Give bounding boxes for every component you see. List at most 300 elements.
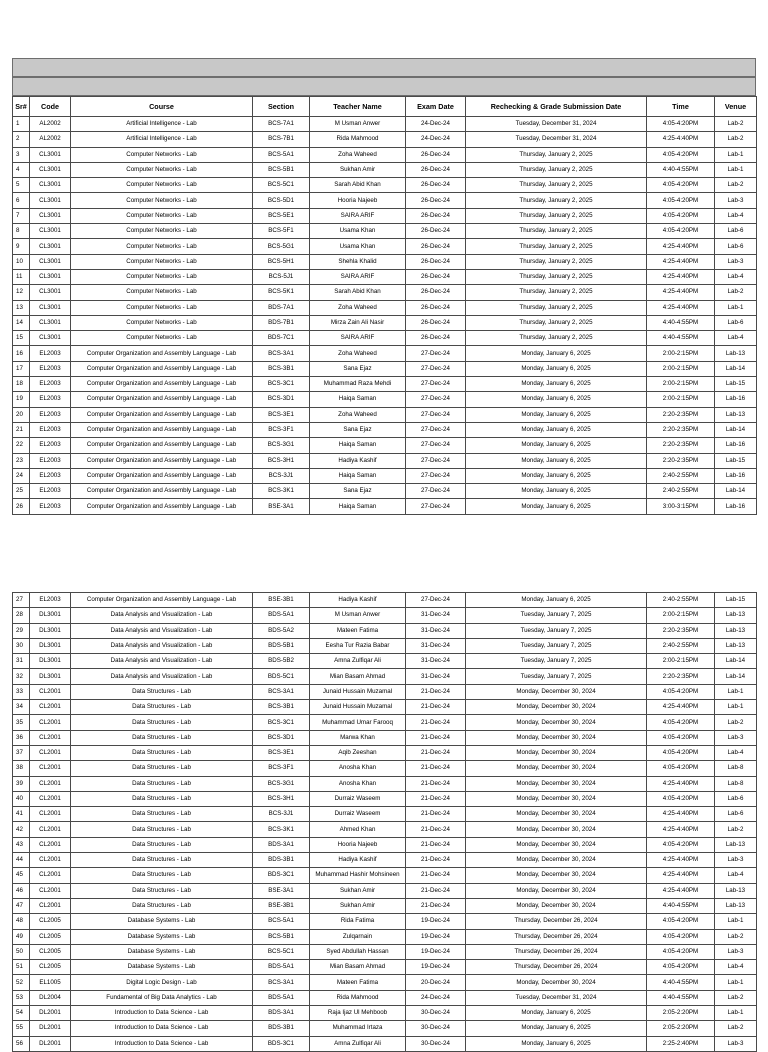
cell-rechecking-date: Monday, December 30, 2024 — [466, 822, 647, 837]
cell-code: AL2002 — [30, 132, 71, 147]
cell-exam-date: 26-Dec-24 — [406, 269, 466, 284]
cell-sr: 10 — [13, 254, 30, 269]
header-row — [13, 97, 757, 117]
cell-exam-date: 24-Dec-24 — [406, 117, 466, 132]
cell-rechecking-date: Monday, January 6, 2025 — [466, 1006, 647, 1021]
cell-section: BCS-3C1 — [253, 377, 310, 392]
cell-exam-date: 30-Dec-24 — [406, 1006, 466, 1021]
cell-exam-date: 27-Dec-24 — [406, 346, 466, 361]
cell-venue: Lab-2 — [715, 822, 757, 837]
cell-course: Data Structures - Lab — [71, 761, 253, 776]
table-row — [13, 745, 757, 760]
cell-rechecking-date: Monday, December 30, 2024 — [466, 807, 647, 822]
cell-venue: Lab-2 — [715, 990, 757, 1005]
cell-venue: Lab-8 — [715, 776, 757, 791]
cell-exam-date: 26-Dec-24 — [406, 178, 466, 193]
cell-section: BCS-3D1 — [253, 392, 310, 407]
cell-code: EL2003 — [30, 422, 71, 437]
cell-course: Introduction to Data Science - Lab — [71, 1006, 253, 1021]
cell-section: BCS-5E1 — [253, 208, 310, 223]
cell-sr: 12 — [13, 285, 30, 300]
table-row — [13, 392, 757, 407]
cell-course: Data Analysis and Visualization - Lab — [71, 669, 253, 684]
table-row — [13, 468, 757, 483]
cell-rechecking-date: Thursday, January 2, 2025 — [466, 162, 647, 177]
cell-venue: Lab-16 — [715, 468, 757, 483]
cell-section: BSE-3B1 — [253, 898, 310, 913]
cell-exam-date: 26-Dec-24 — [406, 315, 466, 330]
cell-exam-date: 21-Dec-24 — [406, 883, 466, 898]
cell-code: DL3001 — [30, 608, 71, 623]
cell-section: BSE-3A1 — [253, 499, 310, 514]
cell-course: Computer Networks - Lab — [71, 285, 253, 300]
cell-section: BCS-3B1 — [253, 361, 310, 376]
cell-section: BCS-5D1 — [253, 193, 310, 208]
cell-exam-date: 31-Dec-24 — [406, 638, 466, 653]
cell-venue: Lab-4 — [715, 208, 757, 223]
cell-section: BCS-5A1 — [253, 147, 310, 162]
cell-course: Computer Networks - Lab — [71, 193, 253, 208]
cell-code: DL3001 — [30, 669, 71, 684]
cell-exam-date: 27-Dec-24 — [406, 468, 466, 483]
cell-sr: 37 — [13, 745, 30, 760]
cell-course: Computer Organization and Assembly Language - Lab — [71, 422, 253, 437]
cell-venue: Lab-15 — [715, 453, 757, 468]
cell-exam-date: 27-Dec-24 — [406, 593, 466, 608]
cell-course: Fundamental of Big Data Analytics - Lab — [71, 990, 253, 1005]
cell-sr: 41 — [13, 807, 30, 822]
cell-exam-date: 26-Dec-24 — [406, 162, 466, 177]
cell-venue: Lab-1 — [715, 162, 757, 177]
cell-teacher: Usama Khan — [310, 224, 406, 239]
cell-code: CL3001 — [30, 331, 71, 346]
cell-code: EL2003 — [30, 453, 71, 468]
cell-sr: 11 — [13, 269, 30, 284]
cell-teacher: Zulqarnain — [310, 929, 406, 944]
cell-time: 2:00-2:15PM — [647, 377, 715, 392]
cell-course: Computer Networks - Lab — [71, 147, 253, 162]
cell-sr: 3 — [13, 147, 30, 162]
cell-teacher: Rida Mahmood — [310, 132, 406, 147]
cell-course: Data Structures - Lab — [71, 715, 253, 730]
cell-exam-date: 26-Dec-24 — [406, 300, 466, 315]
cell-venue: Lab-2 — [715, 117, 757, 132]
cell-rechecking-date: Monday, December 30, 2024 — [466, 684, 647, 699]
table-row — [13, 484, 757, 499]
cell-sr: 30 — [13, 638, 30, 653]
cell-exam-date: 26-Dec-24 — [406, 147, 466, 162]
table-row — [13, 438, 757, 453]
cell-course: Computer Organization and Assembly Language - Lab — [71, 407, 253, 422]
cell-sr: 6 — [13, 193, 30, 208]
cell-code: EL2003 — [30, 593, 71, 608]
cell-teacher: Sukhan Amir — [310, 883, 406, 898]
cell-teacher: Mateen Fatima — [310, 623, 406, 638]
cell-code: CL3001 — [30, 193, 71, 208]
cell-time: 4:25-4:40PM — [647, 822, 715, 837]
cell-code: CL3001 — [30, 300, 71, 315]
cell-exam-date: 19-Dec-24 — [406, 929, 466, 944]
cell-rechecking-date: Monday, December 30, 2024 — [466, 700, 647, 715]
cell-rechecking-date: Thursday, January 2, 2025 — [466, 315, 647, 330]
schedule-table-2 — [12, 592, 757, 1052]
cell-code: CL3001 — [30, 315, 71, 330]
cell-code: EL2003 — [30, 392, 71, 407]
table-row — [13, 898, 757, 913]
cell-venue: Lab-6 — [715, 239, 757, 254]
cell-course: Computer Networks - Lab — [71, 315, 253, 330]
cell-course: Data Structures - Lab — [71, 730, 253, 745]
cell-section: BDS-3C1 — [253, 868, 310, 883]
cell-time: 2:00-2:15PM — [647, 654, 715, 669]
cell-rechecking-date: Monday, December 30, 2024 — [466, 791, 647, 806]
cell-venue: Lab-2 — [715, 132, 757, 147]
cell-rechecking-date: Monday, January 6, 2025 — [466, 468, 647, 483]
cell-sr: 49 — [13, 929, 30, 944]
cell-rechecking-date: Monday, January 6, 2025 — [466, 392, 647, 407]
cell-section: BCS-3J1 — [253, 807, 310, 822]
cell-time: 4:25-4:40PM — [647, 132, 715, 147]
cell-section: BCS-7B1 — [253, 132, 310, 147]
cell-section: BCS-5J1 — [253, 269, 310, 284]
cell-code: CL2001 — [30, 776, 71, 791]
cell-venue: Lab-14 — [715, 361, 757, 376]
cell-exam-date: 19-Dec-24 — [406, 960, 466, 975]
table-row — [13, 715, 757, 730]
cell-teacher: Haiqa Saman — [310, 392, 406, 407]
cell-teacher: SAIRA ARIF — [310, 331, 406, 346]
cell-code: CL2005 — [30, 960, 71, 975]
cell-exam-date: 24-Dec-24 — [406, 132, 466, 147]
cell-time: 4:25-4:40PM — [647, 853, 715, 868]
cell-course: Computer Networks - Lab — [71, 208, 253, 223]
cell-section: BCS-3D1 — [253, 730, 310, 745]
cell-course: Data Structures - Lab — [71, 868, 253, 883]
table-row — [13, 837, 757, 852]
cell-time: 4:40-4:55PM — [647, 331, 715, 346]
table-row — [13, 269, 757, 284]
cell-sr: 4 — [13, 162, 30, 177]
cell-venue: Lab-4 — [715, 960, 757, 975]
cell-course: Database Systems - Lab — [71, 944, 253, 959]
cell-rechecking-date: Monday, December 30, 2024 — [466, 715, 647, 730]
table-row — [13, 883, 757, 898]
cell-rechecking-date: Thursday, January 2, 2025 — [466, 178, 647, 193]
cell-teacher: Aqib Zeeshan — [310, 745, 406, 760]
table-row — [13, 407, 757, 422]
cell-teacher: Shehla Khalid — [310, 254, 406, 269]
cell-exam-date: 27-Dec-24 — [406, 499, 466, 514]
cell-time: 4:05-4:20PM — [647, 914, 715, 929]
cell-exam-date: 27-Dec-24 — [406, 422, 466, 437]
table-row — [13, 499, 757, 514]
cell-venue: Lab-13 — [715, 898, 757, 913]
cell-time: 4:25-4:40PM — [647, 239, 715, 254]
cell-course: Data Structures - Lab — [71, 700, 253, 715]
cell-section: BDS-3B1 — [253, 853, 310, 868]
cell-exam-date: 21-Dec-24 — [406, 715, 466, 730]
cell-sr: 43 — [13, 837, 30, 852]
cell-code: CL2005 — [30, 914, 71, 929]
cell-time: 4:40-4:55PM — [647, 898, 715, 913]
cell-time: 4:05-4:20PM — [647, 715, 715, 730]
cell-exam-date: 30-Dec-24 — [406, 1021, 466, 1036]
cell-time: 3:00-3:15PM — [647, 499, 715, 514]
cell-exam-date: 21-Dec-24 — [406, 700, 466, 715]
cell-section: BDS-7B1 — [253, 315, 310, 330]
cell-section: BCS-3H1 — [253, 453, 310, 468]
cell-section: BCS-3B1 — [253, 700, 310, 715]
cell-exam-date: 27-Dec-24 — [406, 453, 466, 468]
cell-section: BSE-3B1 — [253, 593, 310, 608]
cell-exam-date: 27-Dec-24 — [406, 407, 466, 422]
cell-exam-date: 27-Dec-24 — [406, 392, 466, 407]
cell-code: CL3001 — [30, 224, 71, 239]
cell-rechecking-date: Monday, January 6, 2025 — [466, 453, 647, 468]
cell-course: Data Analysis and Visualization - Lab — [71, 608, 253, 623]
cell-teacher: Anosha Khan — [310, 776, 406, 791]
cell-teacher: M Usman Anwer — [310, 117, 406, 132]
cell-time: 4:05-4:20PM — [647, 745, 715, 760]
cell-sr: 19 — [13, 392, 30, 407]
cell-sr: 13 — [13, 300, 30, 315]
table-row — [13, 960, 757, 975]
cell-sr: 34 — [13, 700, 30, 715]
cell-time: 4:25-4:40PM — [647, 807, 715, 822]
cell-rechecking-date: Tuesday, December 31, 2024 — [466, 117, 647, 132]
cell-teacher: Usama Khan — [310, 239, 406, 254]
cell-venue: Lab-6 — [715, 315, 757, 330]
cell-teacher: Rida Mahmood — [310, 990, 406, 1005]
cell-time: 4:40-4:55PM — [647, 315, 715, 330]
cell-course: Introduction to Data Science - Lab — [71, 1036, 253, 1051]
cell-teacher: SAIRA ARIF — [310, 269, 406, 284]
cell-exam-date: 21-Dec-24 — [406, 791, 466, 806]
cell-sr: 38 — [13, 761, 30, 776]
cell-rechecking-date: Monday, December 30, 2024 — [466, 975, 647, 990]
table-row — [13, 791, 757, 806]
table-row — [13, 776, 757, 791]
cell-time: 2:25-2:40PM — [647, 1036, 715, 1051]
cell-venue: Lab-2 — [715, 715, 757, 730]
cell-teacher: Durraiz Waseem — [310, 791, 406, 806]
cell-course: Computer Organization and Assembly Language - Lab — [71, 377, 253, 392]
cell-venue: Lab-13 — [715, 837, 757, 852]
cell-time: 2:40-2:55PM — [647, 593, 715, 608]
cell-exam-date: 31-Dec-24 — [406, 669, 466, 684]
cell-venue: Lab-3 — [715, 1036, 757, 1051]
table-row — [13, 822, 757, 837]
cell-rechecking-date: Thursday, January 2, 2025 — [466, 147, 647, 162]
cell-rechecking-date: Monday, January 6, 2025 — [466, 407, 647, 422]
cell-time: 4:05-4:20PM — [647, 730, 715, 745]
cell-sr: 32 — [13, 669, 30, 684]
cell-teacher: Sukhan Amir — [310, 162, 406, 177]
cell-section: BCS-3C1 — [253, 715, 310, 730]
cell-code: EL2003 — [30, 361, 71, 376]
cell-sr: 42 — [13, 822, 30, 837]
cell-sr: 54 — [13, 1006, 30, 1021]
cell-venue: Lab-14 — [715, 422, 757, 437]
cell-code: CL2001 — [30, 715, 71, 730]
cell-exam-date: 26-Dec-24 — [406, 208, 466, 223]
cell-course: Data Structures - Lab — [71, 745, 253, 760]
cell-sr: 20 — [13, 407, 30, 422]
cell-section: BCS-5C1 — [253, 178, 310, 193]
cell-teacher: Sana Ejaz — [310, 422, 406, 437]
cell-venue: Lab-3 — [715, 944, 757, 959]
cell-time: 4:05-4:20PM — [647, 178, 715, 193]
table-row — [13, 422, 757, 437]
cell-course: Computer Organization and Assembly Language - Lab — [71, 499, 253, 514]
cell-exam-date: 21-Dec-24 — [406, 745, 466, 760]
cell-section: BCS-3G1 — [253, 776, 310, 791]
cell-time: 4:05-4:20PM — [647, 837, 715, 852]
cell-sr: 52 — [13, 975, 30, 990]
cell-venue: Lab-1 — [715, 147, 757, 162]
cell-course: Database Systems - Lab — [71, 929, 253, 944]
cell-teacher: M Usman Anwer — [310, 608, 406, 623]
table-row — [13, 944, 757, 959]
cell-rechecking-date: Monday, January 6, 2025 — [466, 499, 647, 514]
cell-exam-date: 21-Dec-24 — [406, 730, 466, 745]
cell-course: Data Structures - Lab — [71, 898, 253, 913]
cell-venue: Lab-1 — [715, 914, 757, 929]
cell-teacher: Hooria Najeeb — [310, 193, 406, 208]
cell-teacher: Junaid Hussain Muzamal — [310, 700, 406, 715]
cell-venue: Lab-3 — [715, 853, 757, 868]
cell-exam-date: 31-Dec-24 — [406, 654, 466, 669]
cell-venue: Lab-4 — [715, 331, 757, 346]
cell-code: CL3001 — [30, 239, 71, 254]
cell-venue: Lab-15 — [715, 377, 757, 392]
cell-code: EL2003 — [30, 346, 71, 361]
cell-section: BCS-3A1 — [253, 975, 310, 990]
cell-exam-date: 21-Dec-24 — [406, 761, 466, 776]
cell-time: 2:40-2:55PM — [647, 638, 715, 653]
cell-rechecking-date: Thursday, January 2, 2025 — [466, 269, 647, 284]
cell-venue: Lab-2 — [715, 285, 757, 300]
cell-rechecking-date: Monday, December 30, 2024 — [466, 745, 647, 760]
table-row — [13, 285, 757, 300]
cell-course: Data Analysis and Visualization - Lab — [71, 654, 253, 669]
header-exam-date: Exam Date — [406, 97, 466, 117]
cell-section: BCS-5G1 — [253, 239, 310, 254]
cell-teacher: Zoha Waheed — [310, 407, 406, 422]
cell-code: CL2001 — [30, 853, 71, 868]
cell-section: BCS-5K1 — [253, 285, 310, 300]
cell-time: 4:25-4:40PM — [647, 868, 715, 883]
cell-section: BCS-3A1 — [253, 684, 310, 699]
cell-sr: 23 — [13, 453, 30, 468]
cell-code: EL2003 — [30, 484, 71, 499]
cell-rechecking-date: Monday, December 30, 2024 — [466, 853, 647, 868]
table-row — [13, 608, 757, 623]
cell-sr: 1 — [13, 117, 30, 132]
table-row — [13, 453, 757, 468]
title-band-bottom — [12, 77, 756, 96]
cell-course: Computer Networks - Lab — [71, 300, 253, 315]
cell-venue: Lab-13 — [715, 638, 757, 653]
cell-teacher: Haiqa Saman — [310, 499, 406, 514]
cell-code: DL3001 — [30, 638, 71, 653]
cell-section: BDS-5A1 — [253, 960, 310, 975]
cell-rechecking-date: Monday, January 6, 2025 — [466, 346, 647, 361]
cell-section: BCS-5H1 — [253, 254, 310, 269]
table-row — [13, 638, 757, 653]
cell-exam-date: 21-Dec-24 — [406, 776, 466, 791]
cell-rechecking-date: Monday, January 6, 2025 — [466, 1021, 647, 1036]
cell-rechecking-date: Thursday, January 2, 2025 — [466, 300, 647, 315]
cell-teacher: Hadiya Kashif — [310, 853, 406, 868]
cell-section: BDS-5A1 — [253, 990, 310, 1005]
cell-time: 4:40-4:55PM — [647, 162, 715, 177]
cell-sr: 22 — [13, 438, 30, 453]
cell-teacher: Haiqa Saman — [310, 468, 406, 483]
cell-rechecking-date: Monday, January 6, 2025 — [466, 484, 647, 499]
cell-section: BCS-3A1 — [253, 346, 310, 361]
cell-course: Computer Networks - Lab — [71, 224, 253, 239]
cell-exam-date: 27-Dec-24 — [406, 438, 466, 453]
cell-exam-date: 21-Dec-24 — [406, 837, 466, 852]
cell-teacher: Muhammad Raza Mehdi — [310, 377, 406, 392]
cell-time: 2:40-2:55PM — [647, 484, 715, 499]
cell-teacher: Rida Fatima — [310, 914, 406, 929]
cell-sr: 29 — [13, 623, 30, 638]
cell-time: 4:25-4:40PM — [647, 269, 715, 284]
cell-teacher: SAIRA ARIF — [310, 208, 406, 223]
cell-code: CL2005 — [30, 944, 71, 959]
cell-rechecking-date: Monday, December 30, 2024 — [466, 761, 647, 776]
cell-code: EL2003 — [30, 438, 71, 453]
cell-rechecking-date: Monday, January 6, 2025 — [466, 438, 647, 453]
cell-code: CL3001 — [30, 178, 71, 193]
cell-time: 2:20-2:35PM — [647, 669, 715, 684]
cell-venue: Lab-6 — [715, 224, 757, 239]
cell-time: 4:25-4:40PM — [647, 254, 715, 269]
cell-sr: 55 — [13, 1021, 30, 1036]
cell-sr: 51 — [13, 960, 30, 975]
cell-code: CL3001 — [30, 208, 71, 223]
cell-sr: 33 — [13, 684, 30, 699]
cell-course: Computer Organization and Assembly Language - Lab — [71, 468, 253, 483]
cell-teacher: Durraiz Waseem — [310, 807, 406, 822]
cell-rechecking-date: Thursday, January 2, 2025 — [466, 239, 647, 254]
cell-course: Computer Networks - Lab — [71, 269, 253, 284]
cell-section: BDS-5A1 — [253, 608, 310, 623]
cell-code: CL2001 — [30, 684, 71, 699]
cell-rechecking-date: Thursday, December 26, 2024 — [466, 944, 647, 959]
cell-section: BDS-7A1 — [253, 300, 310, 315]
cell-sr: 7 — [13, 208, 30, 223]
cell-sr: 14 — [13, 315, 30, 330]
cell-teacher: Sarah Abid Khan — [310, 285, 406, 300]
table-row — [13, 377, 757, 392]
cell-venue: Lab-4 — [715, 745, 757, 760]
cell-rechecking-date: Monday, December 30, 2024 — [466, 730, 647, 745]
cell-sr: 16 — [13, 346, 30, 361]
cell-venue: Lab-6 — [715, 791, 757, 806]
cell-teacher: Raja Ijaz Ul Mehboob — [310, 1006, 406, 1021]
cell-course: Computer Networks - Lab — [71, 178, 253, 193]
cell-teacher: Mirza Zain Ali Nasir — [310, 315, 406, 330]
cell-time: 2:20-2:35PM — [647, 623, 715, 638]
cell-course: Computer Organization and Assembly Language - Lab — [71, 453, 253, 468]
table-row — [13, 990, 757, 1005]
table-row — [13, 654, 757, 669]
cell-exam-date: 26-Dec-24 — [406, 239, 466, 254]
cell-time: 4:25-4:40PM — [647, 300, 715, 315]
